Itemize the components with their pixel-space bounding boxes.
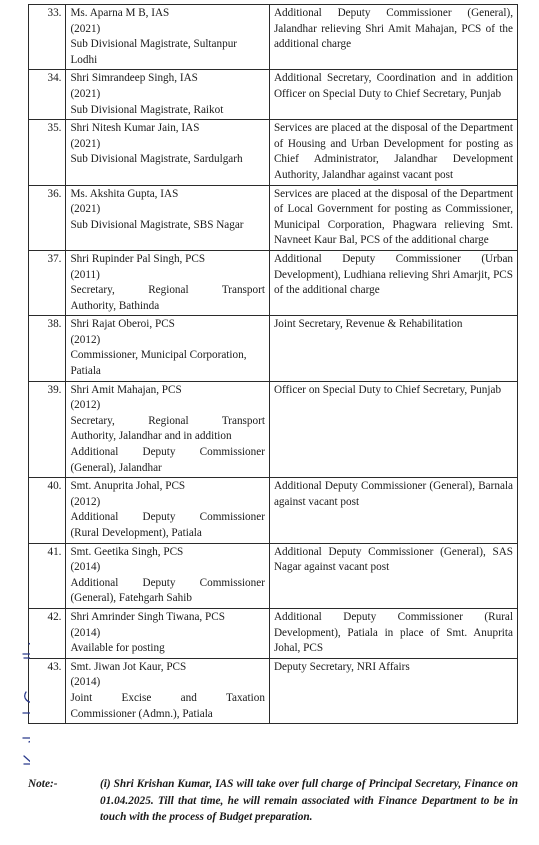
officer-details xyxy=(66,70,269,120)
officer-details xyxy=(66,478,269,543)
officer-line: Smt. Geetika Singh, PCS xyxy=(70,545,184,558)
new-posting: Services are placed at the disposal of the Department of Local Government for posting as Commissioner, Municipal Corporation, Phagwara relieving Smt. Navneet Kaur Bal, PCS of the additional charge xyxy=(269,185,517,250)
officer-line: Shri Rupinder Pal Singh, PCS xyxy=(70,252,206,265)
officer-line: Shri Amit Mahajan, PCS xyxy=(70,383,182,396)
handwritten-signature xyxy=(2,600,30,770)
officer-details xyxy=(66,543,269,608)
officer-line: (2014) xyxy=(70,626,101,639)
officer-line: Ms. Akshita Gupta, IAS xyxy=(70,187,179,200)
officer-line: (General), Jalandhar xyxy=(70,461,162,474)
table-row xyxy=(29,543,518,608)
officer-line: (2021) xyxy=(70,203,101,216)
table-row xyxy=(29,658,518,723)
officer-line: Additional Deputy Commissioner xyxy=(70,511,265,524)
serial-number: 37. xyxy=(29,250,66,315)
officer-line: (General), Fatehgarh Sahib xyxy=(70,592,192,605)
officer-line: Sub Divisional Magistrate, Sardulgarh xyxy=(70,153,243,166)
table-row xyxy=(29,316,518,381)
officer-line: Authority, Jalandhar and in addition xyxy=(70,430,232,443)
officer-line: (2012) xyxy=(70,495,101,508)
officer-line: Smt. Jiwan Jot Kaur, PCS xyxy=(70,660,187,673)
officer-line: (2012) xyxy=(70,399,101,412)
officer-line: Patiala xyxy=(70,365,101,378)
officer-line: Secretary, Regional Transport xyxy=(70,414,265,427)
officer-line: Commissioner, Municipal Corporation, xyxy=(70,349,247,362)
officer-line: Available for posting xyxy=(70,642,165,655)
officer-details xyxy=(66,381,269,478)
officer-details xyxy=(66,608,269,658)
table-row xyxy=(29,185,518,250)
table-row xyxy=(29,70,518,120)
officer-details xyxy=(66,185,269,250)
officer-line: (2014) xyxy=(70,676,101,689)
table-row xyxy=(29,478,518,543)
serial-number: 41. xyxy=(29,543,66,608)
new-posting: Additional Deputy Commissioner (General), SAS Nagar against vacant post xyxy=(269,543,517,608)
officer-line: Sub Divisional Magistrate, SBS Nagar xyxy=(70,218,244,231)
officer-line: Shri Amrinder Singh Tiwana, PCS xyxy=(70,610,225,623)
note-label: Note:- xyxy=(28,778,58,790)
officer-line: (2021) xyxy=(70,22,101,35)
table-row xyxy=(29,120,518,185)
officer-line: Commissioner (Admn.), Patiala xyxy=(70,707,213,720)
serial-number: 42. xyxy=(29,608,66,658)
posting-orders-table xyxy=(28,4,518,724)
new-posting: Deputy Secretary, NRI Affairs xyxy=(269,658,517,723)
serial-number: 40. xyxy=(29,478,66,543)
new-posting: Additional Deputy Commissioner (Rural Development), Patiala in place of Smt. Anuprita Johal, PCS xyxy=(269,608,517,658)
serial-number: 35. xyxy=(29,120,66,185)
officer-line: (Rural Development), Patiala xyxy=(70,527,202,539)
new-posting: Officer on Special Duty to Chief Secretary, Punjab xyxy=(269,381,517,478)
serial-number: 43. xyxy=(29,658,66,723)
officer-line: Secretary, Regional Transport xyxy=(70,284,265,297)
officer-line: Authority, Bathinda xyxy=(70,299,160,312)
officer-line: Sub Divisional Magistrate, Raikot xyxy=(70,103,224,116)
new-posting: Additional Deputy Commissioner (General), Jalandhar relieving Shri Amit Mahajan, PCS of the additional charge xyxy=(269,5,517,70)
officer-line: Shri Simrandeep Singh, IAS xyxy=(70,72,198,85)
officer-details xyxy=(66,658,269,723)
officer-details xyxy=(66,5,269,70)
officer-line: Ms. Aparna M B, IAS xyxy=(70,7,170,19)
new-posting: Additional Deputy Commissioner (Urban Development), Ludhiana relieving Shri Amarjit, PCS of the additional charge xyxy=(269,250,517,315)
officer-line: Additional Deputy Commissioner xyxy=(70,446,265,459)
new-posting: Services are placed at the disposal of the Department of Housing and Urban Development for posting as Chief Administrator, Jalandhar Development Authority, Jalandhar against vacant post xyxy=(269,120,517,185)
officer-line: Joint Excise and Taxation xyxy=(70,691,265,704)
officer-details xyxy=(66,120,269,185)
serial-number: 33. xyxy=(29,5,66,70)
officer-line: (2012) xyxy=(70,333,101,346)
table-row xyxy=(29,381,518,478)
serial-number: 38. xyxy=(29,316,66,381)
table-row xyxy=(29,5,518,70)
table-row xyxy=(29,250,518,315)
serial-number: 34. xyxy=(29,70,66,120)
table-row xyxy=(29,608,518,658)
new-posting: Additional Deputy Commissioner (General), Barnala against vacant post xyxy=(269,478,517,543)
serial-number: 39. xyxy=(29,381,66,478)
new-posting: Joint Secretary, Revenue & Rehabilitation xyxy=(269,316,517,381)
officer-line: (2021) xyxy=(70,87,101,100)
officer-line: Additional Deputy Commissioner xyxy=(70,576,265,589)
note-text: (i) Shri Krishan Kumar, IAS will take over full charge of Principal Secretary, Finance on 01.04.2025. Till that time, he will remain associated with Finance Department to be in touch with the process of Budget preparation. xyxy=(100,778,518,823)
new-posting: Additional Secretary, Coordination and in addition Officer on Special Duty to Chief Secretary, Punjab xyxy=(269,70,517,120)
officer-details xyxy=(66,316,269,381)
officer-details xyxy=(66,250,269,315)
officer-line: (2021) xyxy=(70,137,101,150)
serial-number: 36. xyxy=(29,185,66,250)
officer-line: (2011) xyxy=(70,268,100,281)
officer-line: (2014) xyxy=(70,561,101,574)
officer-line: Lodhi xyxy=(70,53,98,66)
officer-line: Smt. Anuprita Johal, PCS xyxy=(70,480,186,493)
officer-line: Sub Divisional Magistrate, Sultanpur xyxy=(70,38,238,51)
officer-line: Shri Nitesh Kumar Jain, IAS xyxy=(70,122,200,135)
officer-line: Shri Rajat Oberoi, PCS xyxy=(70,318,175,331)
